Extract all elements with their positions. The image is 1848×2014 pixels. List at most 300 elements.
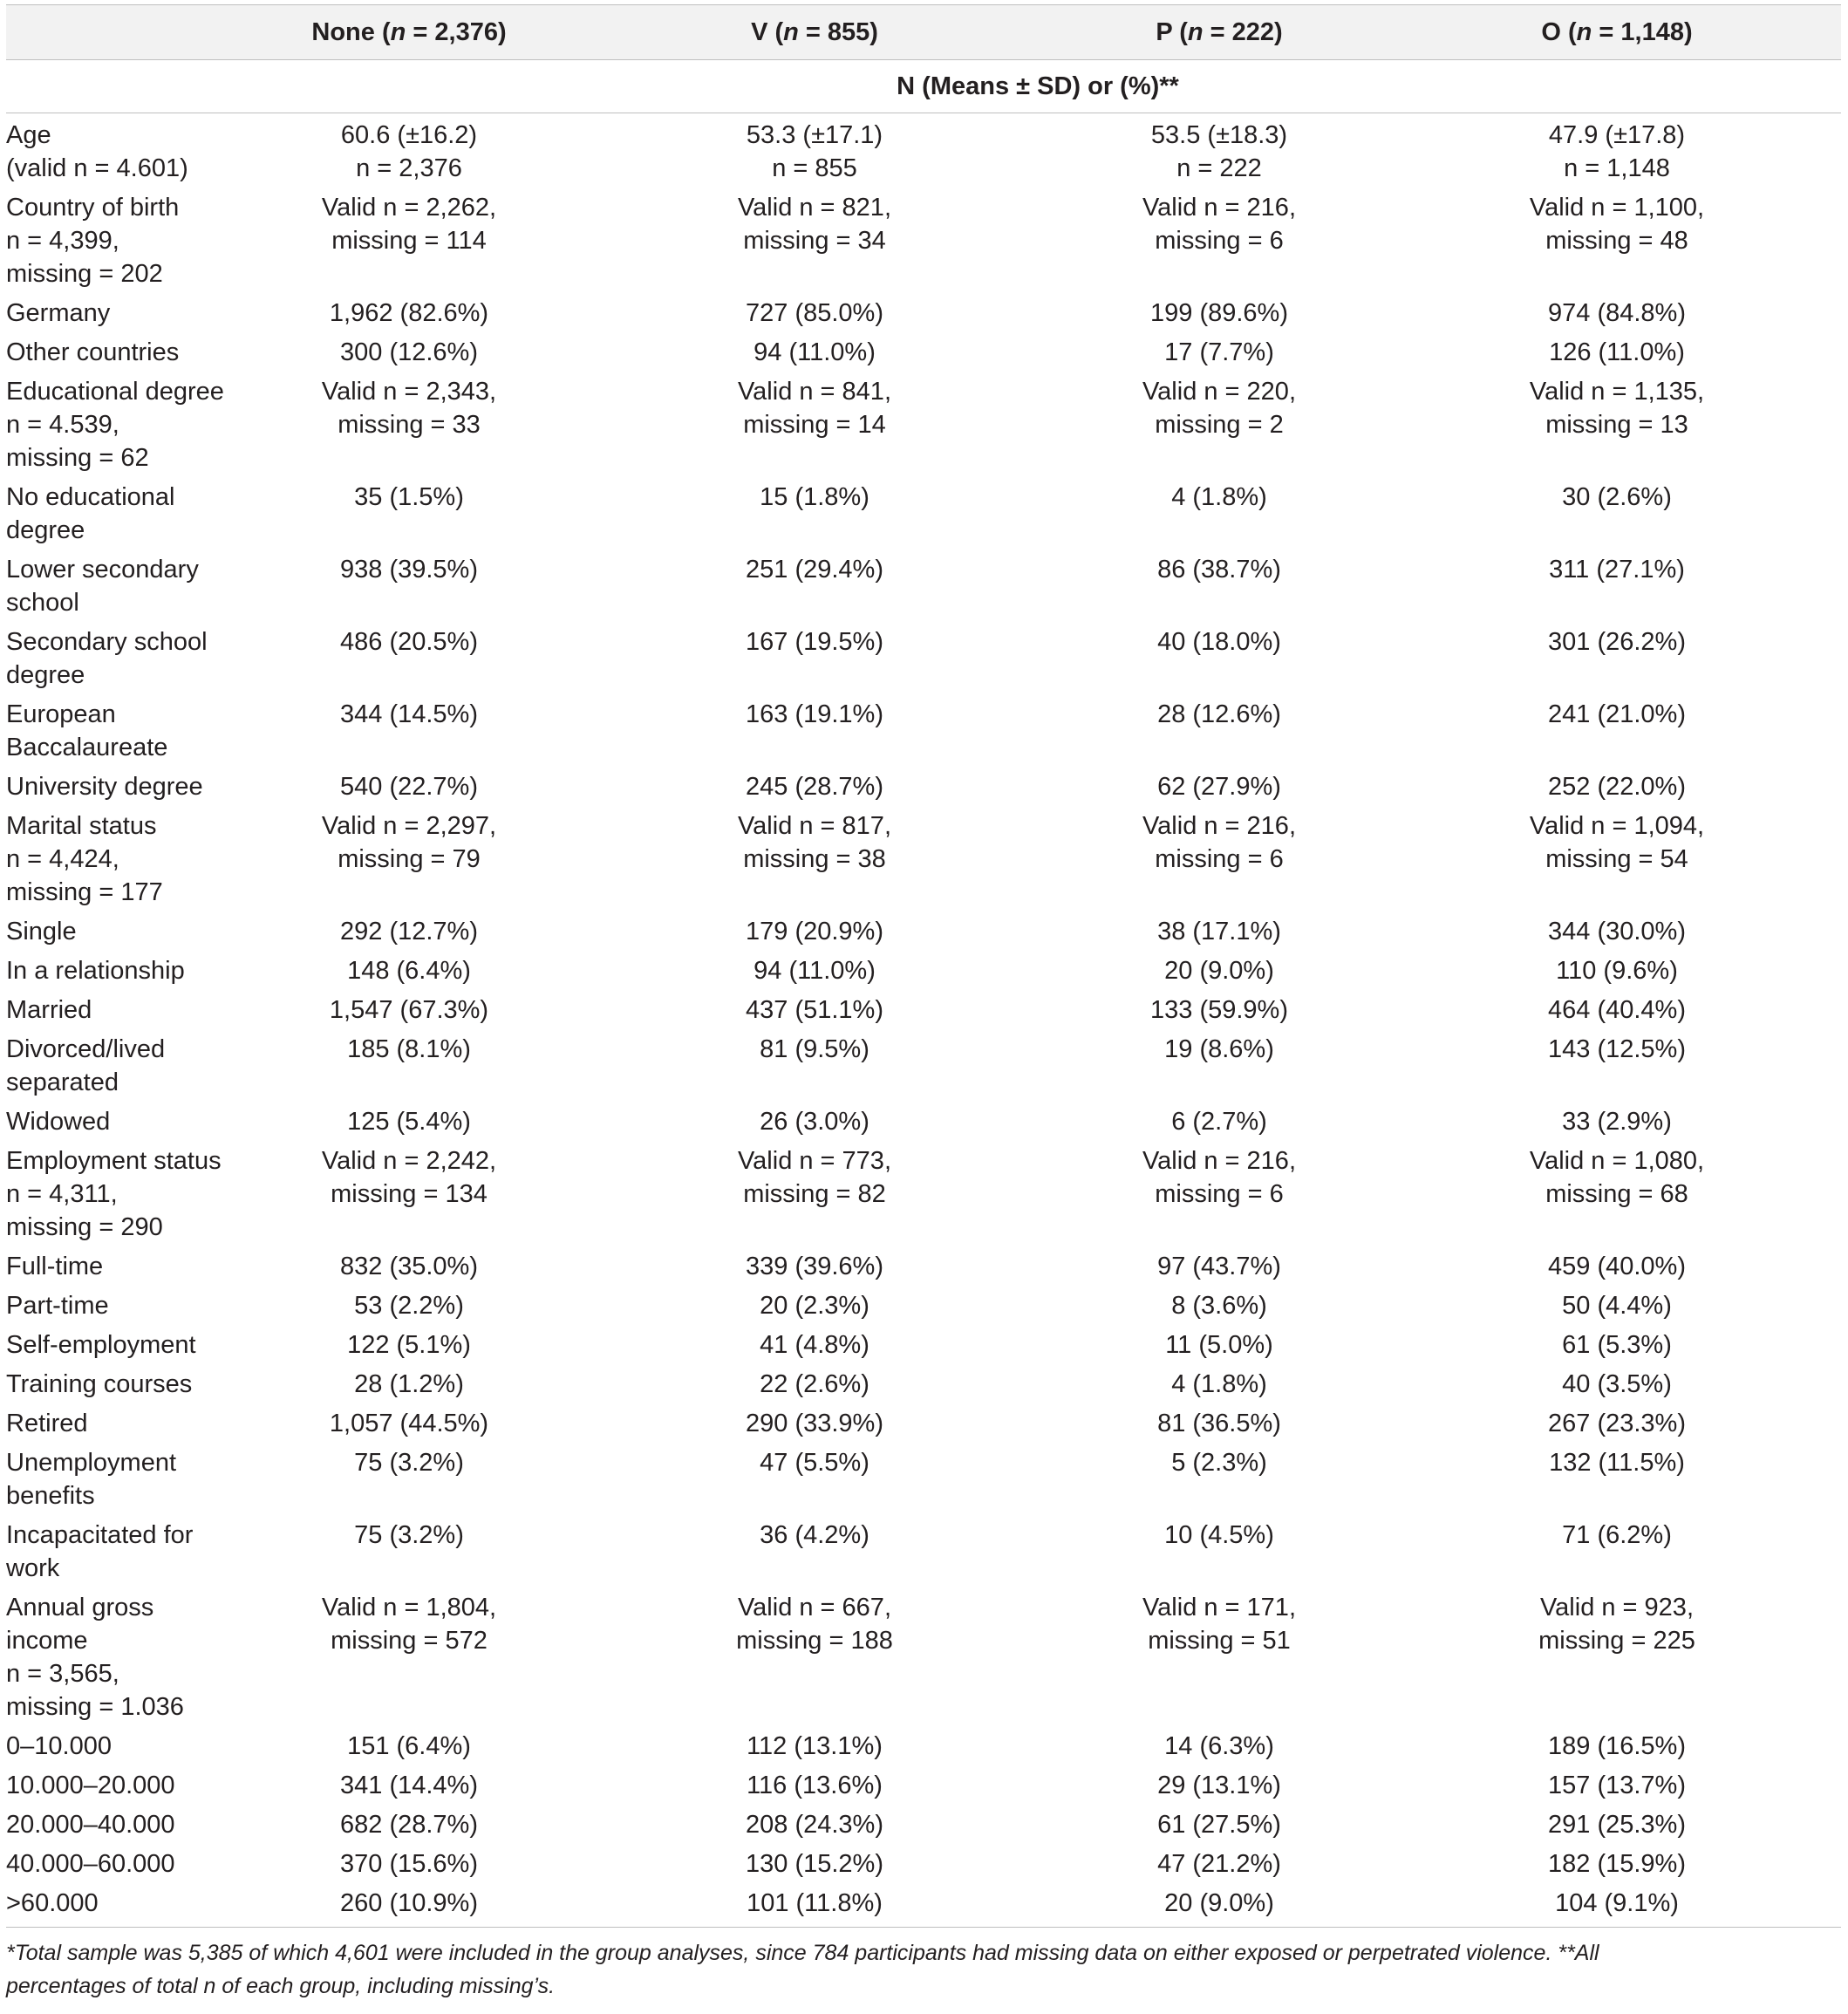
cell-line: missing = 6 [1155,227,1284,255]
cell-o [1393,333,1841,372]
cell-line: 101 (11.8%) [747,1889,883,1917]
cell-o [1393,952,1841,991]
cell-line: 252 (22.0%) [1548,773,1686,801]
cell-p [1046,623,1393,695]
cell-none [235,1404,583,1444]
cell-line: missing = 51 [1148,1627,1291,1655]
cell-none [235,1845,583,1884]
cell-line: 143 (12.5%) [1548,1035,1686,1063]
cell-line: 290 (33.9%) [746,1410,883,1437]
row-label-line: 10.000–20.000 [6,1772,175,1799]
header-none [235,5,583,60]
cell-line: 47 (21.2%) [1157,1850,1281,1878]
row-label [6,1588,235,1727]
cell-line: 344 (14.5%) [340,700,478,728]
cell-p [1046,188,1393,294]
cell-o [1393,1766,1841,1806]
cell-line: 133 (59.9%) [1150,996,1288,1024]
cell-line: 341 (14.4%) [340,1772,478,1799]
subheader-spacer [6,60,235,113]
cell-none [235,372,583,478]
row-label [6,1727,235,1766]
subheader-row [6,60,1841,113]
cell-o [1393,695,1841,768]
row-label-line: Secondary school [6,628,208,656]
row-label-line: Training courses [6,1370,193,1398]
row-label [6,1404,235,1444]
cell-line: 94 (11.0%) [754,957,876,985]
cell-line: 19 (8.6%) [1164,1035,1274,1063]
cell-line: 81 (36.5%) [1157,1410,1281,1437]
row-label [6,807,235,912]
cell-line: 437 (51.1%) [746,996,883,1024]
cell-none [235,1806,583,1845]
cell-line: missing = 225 [1538,1627,1695,1655]
row-label [6,1030,235,1103]
cell-v [583,333,1046,372]
table-row [6,550,1841,623]
cell-o [1393,623,1841,695]
cell-line: 61 (5.3%) [1562,1331,1672,1359]
cell-line: 4 (1.8%) [1171,483,1267,511]
row-label [6,991,235,1030]
table-row [6,478,1841,550]
cell-line: 370 (15.6%) [340,1850,478,1878]
cell-o [1393,1444,1841,1516]
cell-line: 40 (18.0%) [1157,628,1281,656]
row-label [6,1444,235,1516]
cell-none [235,1142,583,1247]
cell-v [583,1727,1046,1766]
cell-line: 38 (17.1%) [1157,918,1281,946]
cell-line: missing = 68 [1545,1180,1688,1208]
header-p [1046,5,1393,60]
cell-line: 61 (27.5%) [1157,1811,1281,1839]
cell-p [1046,807,1393,912]
cell-line: 1,057 (44.5%) [329,1410,489,1437]
row-label-line: 0–10.000 [6,1732,112,1760]
header-v [583,5,1046,60]
header-p-label: P ( [1156,18,1188,46]
cell-none [235,113,583,189]
cell-none [235,1588,583,1727]
table-row [6,333,1841,372]
header-o-n: n [1576,18,1592,46]
cell-line: 110 (9.6%) [1556,957,1678,985]
cell-line: missing = 188 [736,1627,893,1655]
cell-o [1393,478,1841,550]
cell-line: missing = 134 [331,1180,488,1208]
table-row [6,1516,1841,1588]
cell-v [583,1444,1046,1516]
row-label [6,550,235,623]
cell-o [1393,294,1841,333]
cell-line: 339 (39.6%) [746,1253,883,1280]
cell-line: 6 (2.7%) [1171,1108,1267,1136]
cell-o [1393,1287,1841,1326]
cell-line: 1,962 (82.6%) [329,299,489,327]
table-row [6,807,1841,912]
cell-none [235,188,583,294]
cell-line: 301 (26.2%) [1548,628,1686,656]
cell-line: 97 (43.7%) [1157,1253,1281,1280]
cell-line: 60.6 (±16.2) [340,121,478,149]
row-label-line: In a relationship [6,957,185,985]
cell-line: missing = 2 [1155,411,1284,439]
cell-line: n = 1,148 [1564,154,1670,182]
cell-v [583,1326,1046,1365]
cell-line: Valid n = 220, [1142,378,1296,406]
cell-line: Valid n = 1,080, [1529,1147,1705,1175]
cell-line: 20 (2.3%) [760,1292,869,1320]
row-label-line: Marital status [6,812,157,840]
row-label-line: missing = 62 [6,444,149,472]
cell-line: 832 (35.0%) [340,1253,478,1280]
cell-none [235,768,583,807]
cell-v [583,1404,1046,1444]
row-label [6,1845,235,1884]
cell-line: 459 (40.0%) [1548,1253,1686,1280]
row-label-line: Baccalaureate [6,734,168,761]
cell-v [583,1766,1046,1806]
row-label [6,1103,235,1142]
table-row [6,695,1841,768]
row-label-line: separated [6,1068,119,1096]
row-label [6,1766,235,1806]
cell-line: 267 (23.3%) [1548,1410,1686,1437]
cell-line: 311 (27.1%) [1549,556,1685,584]
row-label [6,113,235,189]
table-footnote [6,1936,1838,2003]
footnote-line-2: percentages of total n of each group, including missing’s. [6,1974,556,1998]
table-row [6,768,1841,807]
cell-none [235,991,583,1030]
cell-line: missing = 34 [743,227,886,255]
cell-p [1046,294,1393,333]
cell-p [1046,550,1393,623]
cell-none [235,1103,583,1142]
cell-p [1046,1287,1393,1326]
cell-line: 75 (3.2%) [354,1449,464,1477]
row-label-line: missing = 1.036 [6,1693,184,1721]
cell-line: missing = 79 [338,845,481,873]
cell-p [1046,1103,1393,1142]
row-label-line: school [6,589,79,617]
cell-v [583,952,1046,991]
cell-line: 22 (2.6%) [760,1370,869,1398]
cell-line: 241 (21.0%) [1548,700,1686,728]
cell-v [583,768,1046,807]
cell-line: 251 (29.4%) [746,556,883,584]
cell-line: missing = 13 [1545,411,1688,439]
row-label-line: 20.000–40.000 [6,1811,175,1839]
cell-o [1393,991,1841,1030]
table-row [6,952,1841,991]
header-none-count: = 2,376) [406,18,507,46]
cell-line: 1,547 (67.3%) [329,996,489,1024]
cell-p [1046,912,1393,952]
cell-p [1046,1845,1393,1884]
row-label [6,1326,235,1365]
cell-line: 300 (12.6%) [340,338,478,366]
cell-none [235,623,583,695]
cell-line: 10 (4.5%) [1164,1521,1274,1549]
cell-line: 189 (16.5%) [1548,1732,1686,1760]
row-label [6,478,235,550]
row-label-line: Single [6,918,77,946]
cell-line: 75 (3.2%) [354,1521,464,1549]
cell-line: Valid n = 2,343, [321,378,497,406]
cell-line: 104 (9.1%) [1555,1889,1679,1917]
cell-line: Valid n = 2,262, [321,194,497,222]
row-label [6,768,235,807]
cell-v [583,1588,1046,1727]
cell-line: 151 (6.4%) [347,1732,471,1760]
cell-line: 4 (1.8%) [1171,1370,1267,1398]
cell-o [1393,372,1841,478]
table-row [6,1404,1841,1444]
cell-v [583,1516,1046,1588]
cell-line: 540 (22.7%) [340,773,478,801]
cell-o [1393,1588,1841,1727]
data-table [6,4,1841,1928]
cell-line: 29 (13.1%) [1157,1772,1281,1799]
header-v-n: n [783,18,799,46]
row-label-line: Full-time [6,1253,104,1280]
row-label-line: missing = 202 [6,260,163,288]
row-label-line: n = 4,424, [6,845,119,873]
cell-none [235,1516,583,1588]
row-label-line: Incapacitated for [6,1521,194,1549]
cell-line: Valid n = 2,297, [321,812,497,840]
cell-line: 28 (1.2%) [354,1370,464,1398]
cell-p [1046,1030,1393,1103]
header-v-count: = 855) [798,18,878,46]
cell-none [235,1030,583,1103]
cell-line: 30 (2.6%) [1562,483,1672,511]
cell-v [583,113,1046,189]
subheader-means: N (Means ± SD) or (%)** [235,60,1841,113]
row-label-line: n = 4,399, [6,227,119,255]
table-row [6,1806,1841,1845]
cell-p [1046,333,1393,372]
cell-o [1393,1845,1841,1884]
row-label-line: Self-employment [6,1331,196,1359]
row-label-line: 40.000–60.000 [6,1850,175,1878]
row-label-line: Part-time [6,1292,109,1320]
cell-line: missing = 38 [743,845,886,873]
cell-v [583,1030,1046,1103]
cell-p [1046,695,1393,768]
cell-p [1046,1766,1393,1806]
cell-none [235,1287,583,1326]
cell-o [1393,113,1841,189]
table-row [6,1766,1841,1806]
row-label-line: n = 4,311, [6,1180,118,1208]
cell-v [583,1365,1046,1404]
cell-line: 167 (19.5%) [746,628,883,656]
row-label [6,372,235,478]
row-label-line: Age [6,121,51,149]
cell-line: Valid n = 841, [737,378,891,406]
cell-line: n = 222 [1176,154,1262,182]
cell-o [1393,1806,1841,1845]
row-label-line: Divorced/lived [6,1035,166,1063]
cell-line: Valid n = 216, [1142,812,1296,840]
cell-none [235,478,583,550]
cell-o [1393,1142,1841,1247]
cell-line: 40 (3.5%) [1562,1370,1672,1398]
cell-v [583,991,1046,1030]
row-label-line: Employment status [6,1147,222,1175]
table-row [6,1845,1841,1884]
cell-line: 35 (1.5%) [354,483,464,511]
cell-line: n = 2,376 [356,154,462,182]
cell-line: Valid n = 2,242, [321,1147,497,1175]
cell-v [583,1287,1046,1326]
row-label-line: Country of birth [6,194,180,222]
cell-p [1046,1404,1393,1444]
cell-line: Valid n = 171, [1142,1594,1296,1621]
cell-none [235,952,583,991]
row-label-line: Annual gross [6,1594,154,1621]
row-label [6,1884,235,1928]
table-row [6,991,1841,1030]
row-label-line: Educational degree [6,378,224,406]
cell-v [583,1247,1046,1287]
cell-line: 14 (6.3%) [1164,1732,1274,1760]
row-label [6,1142,235,1247]
cell-v [583,1142,1046,1247]
row-label [6,188,235,294]
cell-none [235,1326,583,1365]
header-none-n: n [390,18,406,46]
table-head [6,5,1841,113]
cell-line: 62 (27.9%) [1157,773,1281,801]
cell-o [1393,1727,1841,1766]
row-label-line: n = 3,565, [6,1660,119,1688]
cell-line: Valid n = 923, [1539,1594,1694,1621]
cell-line: 208 (24.3%) [746,1811,883,1839]
cell-line: 292 (12.7%) [340,918,478,946]
cell-line: missing = 114 [331,227,487,255]
cell-line: 260 (10.9%) [340,1889,478,1917]
table-row [6,113,1841,189]
cell-line: 5 (2.3%) [1171,1449,1267,1477]
cell-line: 81 (9.5%) [760,1035,869,1063]
cell-line: 126 (11.0%) [1549,338,1685,366]
cell-o [1393,768,1841,807]
cell-none [235,1766,583,1806]
cell-line: 53 (2.2%) [354,1292,464,1320]
cell-line: 182 (15.9%) [1548,1850,1686,1878]
header-variable [6,5,235,60]
row-label [6,294,235,333]
row-label-line: benefits [6,1482,95,1510]
cell-line: missing = 6 [1155,1180,1284,1208]
cell-line: 199 (89.6%) [1150,299,1288,327]
header-none-label: None ( [311,18,391,46]
header-p-n: n [1187,18,1204,46]
cell-line: 185 (8.1%) [347,1035,471,1063]
cell-v [583,1845,1046,1884]
row-label-line: missing = 290 [6,1213,163,1241]
cell-line: 53.3 (±17.1) [746,121,883,149]
cell-p [1046,1365,1393,1404]
cell-line: Valid n = 817, [737,812,891,840]
cell-line: 20 (9.0%) [1164,1889,1274,1917]
cell-line: 464 (40.4%) [1548,996,1686,1024]
table-row [6,1884,1841,1928]
row-label [6,1287,235,1326]
cell-p [1046,768,1393,807]
cell-line: 50 (4.4%) [1562,1292,1672,1320]
cell-o [1393,1103,1841,1142]
table-row [6,188,1841,294]
header-o [1393,5,1841,60]
cell-line: Valid n = 667, [737,1594,891,1621]
row-label [6,912,235,952]
cell-p [1046,1727,1393,1766]
cell-p [1046,1516,1393,1588]
cell-line: missing = 82 [743,1180,886,1208]
cell-none [235,550,583,623]
table-row [6,1326,1841,1365]
cell-line: missing = 54 [1545,845,1688,873]
row-label [6,333,235,372]
table-row [6,372,1841,478]
cell-line: 727 (85.0%) [746,299,883,327]
cell-p [1046,372,1393,478]
cell-line: 682 (28.7%) [340,1811,478,1839]
cell-o [1393,1884,1841,1928]
table-row [6,1588,1841,1727]
row-label-line: Widowed [6,1108,111,1136]
cell-line: Valid n = 216, [1142,194,1296,222]
row-label-line: degree [6,661,85,689]
cell-line: 974 (84.8%) [1548,299,1686,327]
cell-line: 116 (13.6%) [747,1772,883,1799]
cell-v [583,623,1046,695]
cell-none [235,333,583,372]
cell-line: Valid n = 1,094, [1529,812,1705,840]
footnote-line-1: *Total sample was 5,385 of which 4,601 were included in the group analyses, since 784 participants had missing data on either exposed or perpetrated violence. **All [6,1941,1599,1965]
cell-line: missing = 14 [743,411,886,439]
row-label [6,952,235,991]
cell-line: missing = 6 [1155,845,1284,873]
cell-line: 344 (30.0%) [1548,918,1686,946]
row-label-line: >60.000 [6,1889,99,1917]
cell-o [1393,188,1841,294]
row-label [6,1365,235,1404]
cell-line: 122 (5.1%) [347,1331,471,1359]
cell-line: 125 (5.4%) [347,1108,471,1136]
cell-line: Valid n = 1,100, [1529,194,1705,222]
cell-p [1046,1444,1393,1516]
cell-line: 8 (3.6%) [1171,1292,1267,1320]
cell-v [583,294,1046,333]
cell-o [1393,807,1841,912]
cell-none [235,1444,583,1516]
cell-line: 163 (19.1%) [746,700,883,728]
row-label-line: University degree [6,773,203,801]
cell-p [1046,1806,1393,1845]
cell-none [235,1247,583,1287]
cell-p [1046,478,1393,550]
table-row [6,1247,1841,1287]
cell-line: Valid n = 1,804, [321,1594,497,1621]
row-label [6,1806,235,1845]
